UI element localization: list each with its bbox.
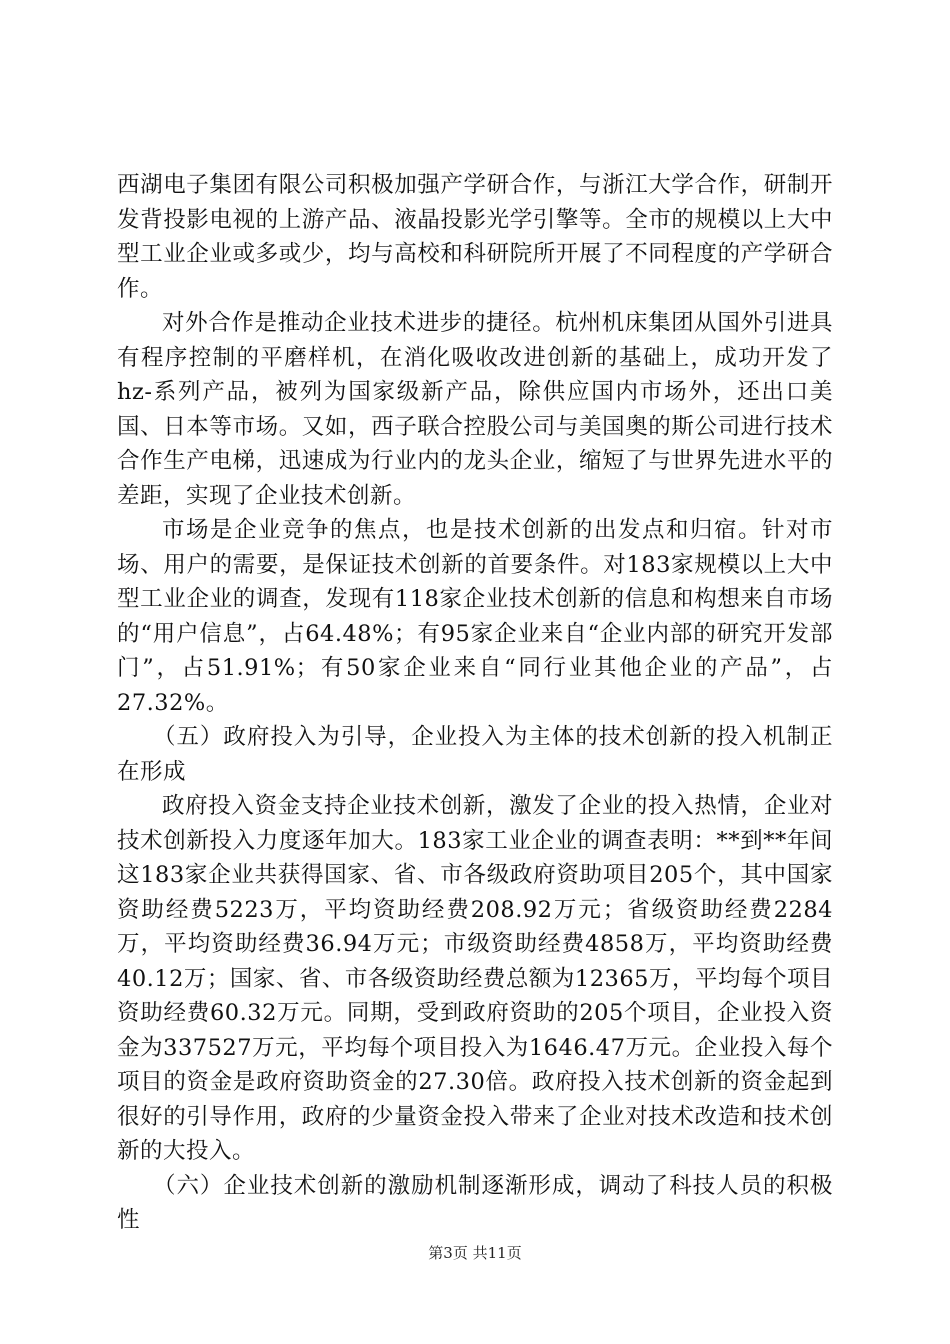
document-body bbox=[117, 168, 833, 1238]
body-paragraph: 市场是企业竞争的焦点，也是技术创新的出发点和归宿。针对市场、用户的需要，是保证技术创新的首要条件。对183家规模以上大中型工业企业的调查，发现有118家企业技术创新的信息和构想来自市场的“用户信息”，占64.48%；有95家企业来自“企业内部的研究开发部门”，占51.91%；有50家企业来自“同行业其他企业的产品”，占27.32%。 bbox=[117, 517, 833, 716]
section-heading: （六）企业技术创新的激励机制逐渐形成，调动了科技人员的积极性 bbox=[117, 1172, 833, 1233]
page-footer: 第3页 共11页 bbox=[428, 1244, 522, 1262]
body-paragraph: 西湖电子集团有限公司积极加强产学研合作，与浙江大学合作，研制开发背投影电视的上游产品、液晶投影光学引擎等。全市的规模以上大中型工业企业或多或少，均与高校和科研院所开展了不同程度的产学研合作。 bbox=[117, 172, 833, 302]
body-paragraph: 政府投入资金支持企业技术创新，激发了企业的投入热情，企业对技术创新投入力度逐年加大。183家工业企业的调查表明：**到**年间这183家企业共获得国家、省、市各级政府资助项目205个，其中国家资助经费5223万，平均资助经费208.92万元；省级资助经费2284万，平均资助经费36.94万元；市级资助经费4858万，平均资助经费40.12万；国家、省、市各级资助经费总额为12365万，平均每个项目资助经费60.32万元。同期，受到政府资助的205个项目，企业投入资金为337527万元，平均每个项目投入为1646.47万元。企业投入每个项目的资金是政府资助资金的27.30倍。政府投入技术创新的资金起到很好的引导作用，政府的少量资金投入带来了企业对技术改造和技术创新的大投入。 bbox=[117, 793, 833, 1164]
section-heading: （五）政府投入为引导，企业投入为主体的技术创新的投入机制正在形成 bbox=[117, 724, 833, 785]
body-paragraph: 对外合作是推动企业技术进步的捷径。杭州机床集团从国外引进具有程序控制的平磨样机，在消化吸收改进创新的基础上，成功开发了hz-系列产品，被列为国家级新产品，除供应国内市场外，还出口美国、日本等市场。又如，西子联合控股公司与美国奥的斯公司进行技术合作生产电梯，迅速成为行业内的龙头企业，缩短了与世界先进水平的差距，实现了企业技术创新。 bbox=[117, 310, 833, 509]
